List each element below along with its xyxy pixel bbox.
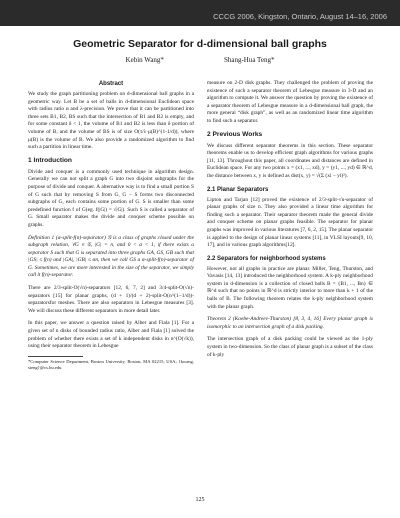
right-paragraph-5: The intersection graph of a disk packing could be viewed as the 1-ply system in two-dimension. So the class of planar graph is a subset of the class of k-ply — [207, 336, 373, 358]
right-paragraph-1: measure on 2-D disk graphs. They challenged the problem of proving the existence of such a separator theorem of Lebesgue measure in 3-D and an algorithm to compute it. We answer the question by proving the existence of a separator theorem of Lebesgue measure in a d-dimensional ball graph, the more general “disk graph”, as well as an randomized linear time algorithm to find such a separator. — [207, 80, 373, 124]
definition-1: Definition 1 (α-split-f(n)-separator) 𝒢 is a class of graphs closed under the subgraph relation, ∀G ∈ 𝒢, |G| = n, and 0 < α < 1, if there exists a separator S such that G is separated into three graphs GA, GS, GB such that |GS| ≤ f(n) and |GA|, |GB| ≤ αn, then we call GS a α-split-f(n)-separator of G. Sometimes, we are more interested in the size of the separator, we simply call it f(n)-separator. — [28, 234, 194, 279]
right-paragraph-4: However, not all graphs in practice are planar. Miller, Teng, Thurston, and Vavasis [14, 13] introduced the neighborhood system. A k-ply neighborhood system in d-dimension is a collection of closed balls B = {B1, ..., Bn} ∈ ℝ^d such that no points in ℝ^d is strictly interior to more than k + 1 of the balls of B. The following theorem relates the k-ply neighborhood system with the planar graph. — [207, 265, 373, 310]
author-list — [0, 56, 400, 64]
intro-heading: 1 Introduction — [28, 156, 72, 164]
page-number: 125 — [195, 497, 205, 503]
footnote: *Computer Science Department, Boston University, Boston, MA 02215, USA; {kwang, steng}@cs.bu.edu — [28, 358, 194, 370]
planar-separators-heading: 2.1 Planar Separators — [207, 186, 269, 193]
intro-paragraph-1: Divide and conquer is a commonly used technique in algorithm design. Generally we can not split a graph G into two disjoint subgraphs for the purpose of divide and conquer. A alternative way is to find a small portion S of G such that by removing S from G, G − S forms two disconnected subgraphs of G, each contains some portion of G. S is smaller than some predefined function f of G(eg. f(|G|) = √|G|). Such S is called a separator of G. Small separator makes the divide and conquer scheme possible on graphs. — [28, 168, 194, 228]
paper-title: Geometric Separator for d-dimensional ball graphs — [73, 38, 327, 50]
neighborhood-heading: 2.2 Separators for neighborhood systems — [207, 255, 326, 262]
right-column — [207, 80, 373, 364]
author-2: Shang-Hua Teng* — [223, 56, 275, 64]
right-paragraph-3: Lipton and Tarjan [12] proved the existence of 2/3-split-√n-separator of planar graphs of size n. They also provided a linear time algorithm for finding such a separator. Their separator theorem made the general divide and conquer scheme on planar graphs feasible. The separator for planar graphs was improved in various literatures [7, 6, 2, 15]. The planar separator is applied to the design of planar linear systems [11], in VLSI layouts[9, 10, 17], and in various graph algorithms[12]. — [207, 196, 373, 249]
author-1: Kebin Wang* — [125, 56, 164, 64]
running-header: CCCG 2006, Kingston, Ontario, August 14–16, 2006 — [213, 12, 387, 21]
right-paragraph-2: We discuss different separator theorems in this section. These separator theorems enable us to develop efficient graph algorithms for various graphs [11, 13]. Throughout this paper, all coordinates and distances are defined in Euclidean space. For any two points x = (x1, ..., xd), y = (y1, ..., yd) ∈ ℝ^d, the distance between x, y is defined as dist(x, y) = √(Σ (xi − yi)²). — [207, 142, 373, 179]
footnote-rule — [28, 356, 83, 357]
intro-paragraph-2: There are 2/3-split-O(√n)-separators [12, 6, 7, 2] and 3/4-split-O(√n)-separators [15] for planar graphs, (d + 1)/(d + 2)-split-O(n^(1−1/d))-separatorsfor meshes. There are also separators in Lebesgue measures [3]. We will discuss these different separators in more detail later. — [28, 285, 194, 314]
left-column — [28, 80, 194, 371]
abstract-text: We study the graph partitioning problem on d-dimensional ball graphs in a geometric way. Let B be a set of balls in d-dimensional Euclidean space with radius ratio α and λ-precision. We prove that it can be partitioned into three sets B1, B2, BS such that the intersection of B1 and B2 is empty, and for some constant δ < 1, the volume of B1 and B2 is less than δ portion of volume of B, and the volume of BS is of size O(τ/λ·μ(B)^(1-1/d)), where μ(B) is the volume of B. We also provide a randomized algorithm to find such a partition in linear time. — [28, 91, 194, 151]
intro-paragraph-3: In this paper, we answer a question raised by Alber and Fiala [1]. For a given set of n disks of bounded radius ratio, Alber and Fiala [1] solved the problem of whether there exists a set of k independent disks in n^(O(√k)), using their separator theorem in Lebesgue — [28, 320, 194, 350]
theorem-2: Theorem 2 (Koebe-Andreev-Thurston) [8, 3, 4, 16] Every planar graph is isomorphic to an intersection graph of a disk packing. — [207, 316, 373, 330]
abstract-heading: Abstract — [98, 81, 124, 87]
previous-works-heading: 2 Previous Works — [207, 130, 263, 138]
